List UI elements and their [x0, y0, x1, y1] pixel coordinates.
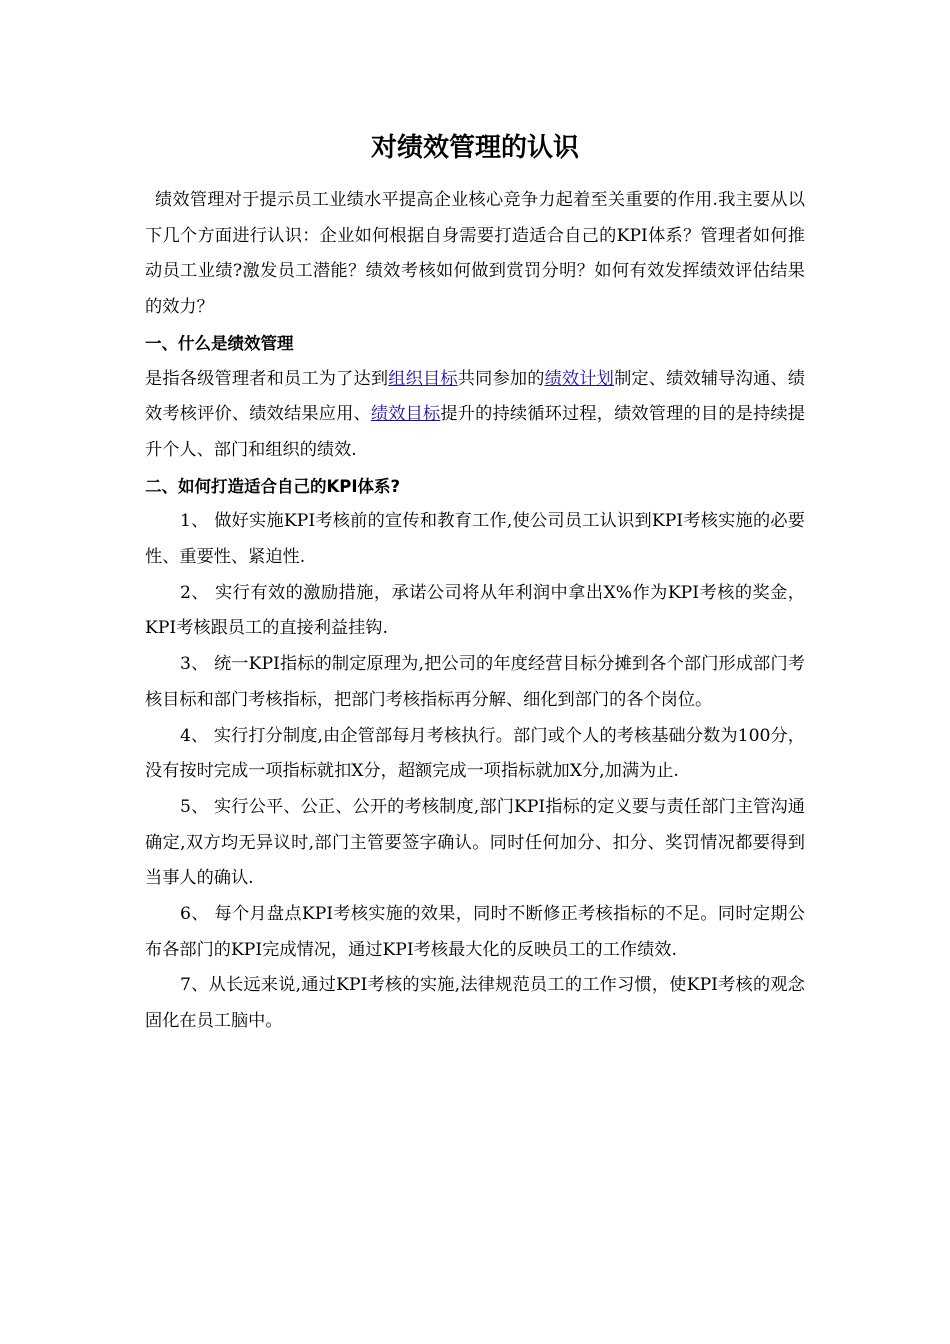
- list-item-4: 4、 实行打分制度,由企管部每月考核执行。部门或个人的考核基础分数为100分，没有按时完成一项指标就扣X分，超额完成一项指标就加X分,加满为止.: [145, 725, 805, 782]
- link-performance-goal[interactable]: 绩效目标: [370, 404, 441, 425]
- intro-paragraph: 绩效管理对于提示员工业绩水平提高企业核心竞争力起着至关重要的作用.我主要从以下几个方面进行认识：企业如何根据自身需要打造适合自己的KPI体系？管理者如何推动员工业绩?激发员工潜能？绩效考核如何做到赏罚分明？如何有效发挥绩效评估结果的效力？: [145, 190, 805, 318]
- document-title: 对绩效管理的认识: [370, 133, 579, 163]
- definition-text-3: 制定、绩效辅导沟通、绩效考核评价、绩效结果应用、: [145, 368, 805, 425]
- link-organization-goal[interactable]: 组织目标: [388, 368, 458, 389]
- definition-paragraph: [145, 362, 805, 469]
- link-performance-plan[interactable]: 绩效计划: [544, 368, 615, 389]
- definition-text-4: 提升的持续循环过程，绩效管理的目的是持续提升个人、部门和组织的绩效.: [145, 404, 805, 460]
- list-item-5: 5、 实行公平、公正、公开的考核制度,部门KPI指标的定义要与责任部门主管沟通确定,双方均无异议时,部门主管要签字确认。同时任何加分、扣分、奖罚情况都要得到当事人的确认.: [145, 796, 805, 889]
- list-item-6: 6、 每个月盘点KPI考核实施的效果，同时不断修正考核指标的不足。同时定期公布各部门的KPI完成情况，通过KPI考核最大化的反映员工的工作绩效.: [145, 904, 805, 960]
- definition-text-2: 共同参加的: [457, 368, 545, 389]
- list-item-7: 7、从长远来说,通过KPI考核的实施,法律规范员工的工作习惯，使KPI考核的观念固化在员工脑中。: [145, 975, 805, 1032]
- definition-text-1: 是指各级管理者和员工为了达到: [145, 368, 389, 389]
- document-body: [145, 183, 805, 1040]
- list-item-2: 2、 实行有效的激励措施，承诺公司将从年利润中拿出X%作为KPI考核的奖金，KPI考核跟员工的直接利益挂钩.: [145, 582, 805, 639]
- list-item-1: 1、 做好实施KPI考核前的宣传和教育工作,使公司员工认识到KPI考核实施的必要性、重要性、紧迫性.: [145, 511, 805, 568]
- section-heading-1: 一、什么是绩效管理: [145, 333, 294, 353]
- section-heading-2: 二、如何打造适合自己的KPI体系?: [145, 476, 401, 496]
- list-item-3: 3、 统一KPI指标的制定原理为,把公司的年度经营目标分摊到各个部门形成部门考核目标和部门考核指标，把部门考核指标再分解、细化到部门的各个岗位。: [145, 654, 805, 710]
